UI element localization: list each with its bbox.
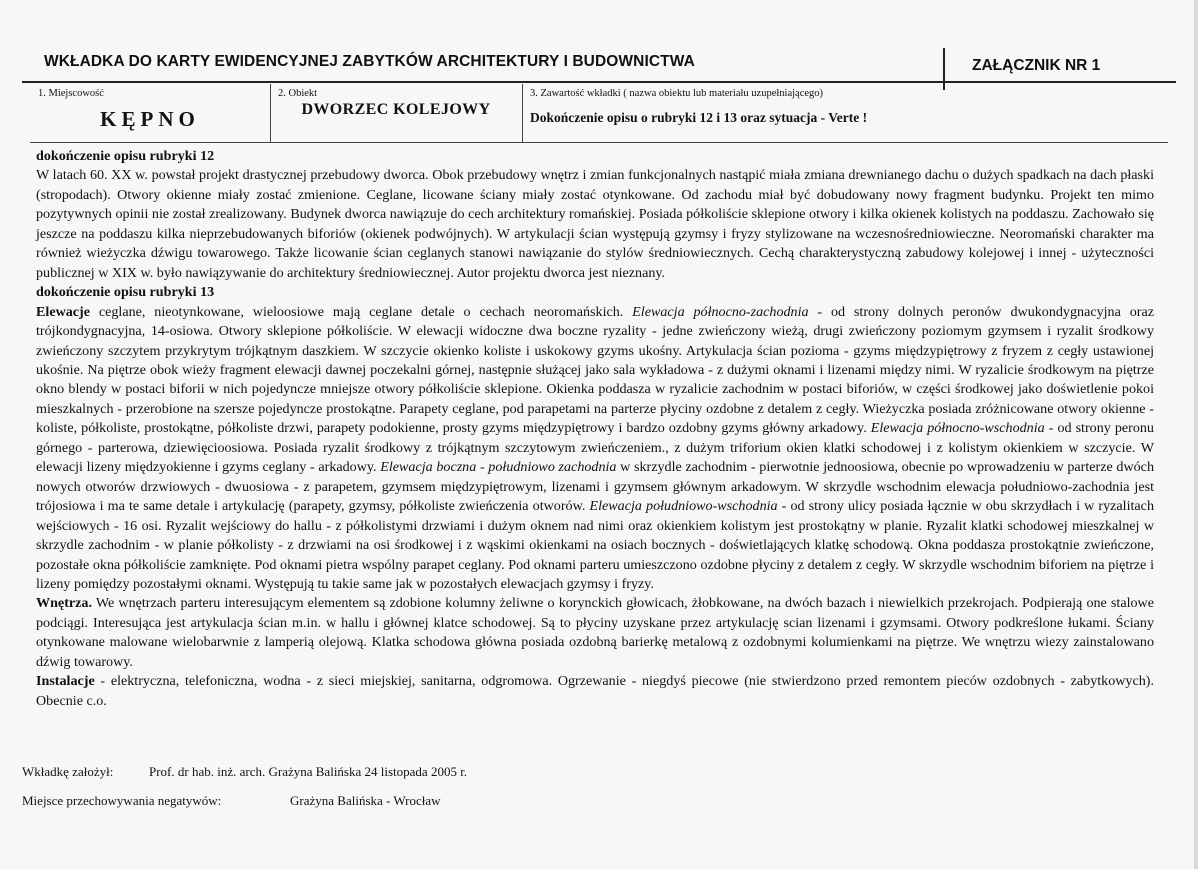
elevations-text-a: ceglane, nieotynkowane, wieloosiowe mają ceglane detale o cechach neoromańskich. bbox=[90, 303, 633, 320]
field-locality-label: 1. Miejscowość bbox=[38, 88, 104, 99]
elevations-text-j: - od strony ulicy posiada łącznie w obu skrzydłach i w ryzalitach wejściowych - 16 osi. Ryzalit wejściowy do hallu - z półkolistymi drzwiami i dużym oknem nad nimi oraz okienkiem kolistym jest prostokątny w planie. Ryzalit klatki schodowej mieszkalnej w skrzydle zachodnim - w planie półkolisty - z drzwiami na osi środkowej i z wąskimi okienkami na osiach bocznych - doświetlających klatkę schodową. Okna poddasza prostokątnie zwieńczone, pozostałe okna półkoliście zamknięte. Pod oknami pietra wspólny parapet ceglany. Pod oknami parteru umieszczono ozdobne płyciny z detalem z cegły. W skrzydle wschodnim biforiem na piętrze i lizeny pomiędzy pozostałymi oknami. Występują tu takie same jak w pozostałych elewacjach gzymsy i fryzy. bbox=[36, 498, 1154, 592]
footer-founded-value: Prof. dr hab. inż. arch. Grażyna Balińska 24 listopada 2005 r. bbox=[149, 764, 468, 779]
field-contents-label: 3. Zawartość wkładki ( nazwa obiektu lub materiału uzupełniającego) bbox=[530, 88, 824, 99]
card-title: WKŁADKA DO KARTY EWIDENCYJNEJ ZABYTKÓW ARCHITEKTURY I BUDOWNICTWA bbox=[44, 53, 695, 70]
elevations-lead: Elewacje bbox=[36, 303, 91, 320]
elevations-text-e: - od strony peronu górnego - parterowa, dziewięcioosiowa. Posiada ryzalit środkowy z trójkątnym szczytowym zwieńczeniem., z dużym triforium okien klatki schodowej i z kolistym okienkiem w szczycie. W elewacji lizeny międzyokienne i gzyms ceglany - arkadowy. bbox=[36, 420, 1154, 476]
footer-negatives-value: Grażyna Balińska - Wrocław bbox=[290, 793, 441, 808]
installations-lead: Instalacje bbox=[36, 673, 95, 690]
interiors-text: We wnętrzach parteru interesującym elementem są zdobione kolumny żeliwne o korynckich głowicach, żłobkowane, na dwóch bazach i niewielkich przekrojach. Podpierają one stalowe podciągi. Interesująca jest artykulacja ścian m.in. w hallu i głównej klatce schodowej. Są to płyciny uzyskane przez artykulację scian lizenami i gzymsami. Otwory podkreślone łukami. Ściany otynkowane malowane wielobarwnie z lamperią olejową. Klatka schodowa główna posiada ozdobną barierkę metalową z ozdobnymi kolumienkami na piętrze. We wnętrzu wiezy zainstalowano dźwig towarowy. bbox=[36, 595, 1154, 670]
field-object-label: 2. Obiekt bbox=[278, 88, 318, 99]
interiors-paragraph bbox=[36, 594, 1154, 672]
field-contents bbox=[522, 84, 1168, 143]
section-12-text: W latach 60. XX w. powstał projekt drastycznej przebudowy dworca. Obok przebudowy wnętrz i zmian funkcjonalnych nastąpić miała zmiana drewnianego dachu o dużych spadkach na dach płaski (stropodach). Otwory okienne miały zostać zmienione. Ceglane, licowane ściany miały zostać otynkowane. Od zachodu miał być dobudowany nowy fragment budynku. Projekt ten mimo pozytywnych opinii nie został zrealizowany. Budynek dworca nawiązuje do cech architektury romańskiej. Posiada półkoliście sklepione otwory i kilka okienek kolistych na poddaszu. Zachowało się jeszcze na poddaszu kilka nieprzebudowanych biforiów (okienek podwójnych). W artykulacji ścian występują gzymsy i fryzy stylizowane na wczesnośredniowieczne. Neoromański charakter ma również wieżyczka dźwigu towarowego. Także licowanie ścian ceglanych stanowi nawiązanie do stylów średniowiecznych. Cechą charakterystyczną zabudowy kolejowej i innej - użyteczności publicznej w XIX w. było nawiązywanie do architektury średniowiecznej. Autor projektu dworca jest nieznany. bbox=[36, 167, 1154, 281]
footer-negatives bbox=[22, 793, 441, 809]
elevation-sw-title: Elewacja boczna - południowo zachodnia bbox=[380, 459, 617, 476]
scan-edge bbox=[1194, 0, 1198, 869]
interiors-lead: Wnętrza. bbox=[36, 595, 92, 612]
description-body bbox=[36, 147, 1154, 711]
field-locality bbox=[30, 84, 271, 143]
footer-founded bbox=[22, 764, 468, 780]
field-locality-value: KĘPNO bbox=[100, 107, 200, 131]
installations-text: - elektryczna, telefoniczna, wodna - z sieci miejskiej, sanitarna, odgromowa. Ogrzewanie - niegdyś piecowe (nie stwierdzono przed remontem pieców ozdobnych - zabytkowych). Obecnie c.o. bbox=[36, 673, 1154, 709]
elevations-text-g: w skrzydle zachodnim - pierwotnie jednoosiowa, obecnie po wprowadzeniu w parterze dwóch nowych otworów drzwiowych - dwuosiowa - z parapetem, gzymsem międzypiętrowym, lizenami i gzymsem głównym arkadowym. W skrzydle wschodnim elewacja południowo-zachodnia jest trójosiowa i ma te same detale i artykulację (parapety, gzymsy, półkoliste zwieńczenia otworów. bbox=[36, 459, 1154, 515]
elevations-text-c: - od strony dolnych peronów dwukondygnacyjna oraz trójkondygnacyjna, 14-osiowa. Otwory sklepione półkoliście. W elewacji widoczne dwa boczne ryzality - jedne zwieńczony wieżą, drugi zwieńczony poziomym gzymsem i ryzalit środkowy zwieńczony szczytem przykrytym trójkątnym daszkiem. W szczycie okienko koliste i uskokowy gzyms ukośny. Artykulacja ścian pozioma - gzyms międzypiętrowy z fryzem z cegły ustawionej ukośnie. Na piętrze obok wieży fragment elewacji dawnej poczekalni górnej, następnie służącej jako sala wykładowa - z dużymi oknami i lizenami między nimi. W ryzalicie środkowym na piętrze okno blendy w postaci biforii w nich pojedyncze mniejsze otwory półkoliście sklepione. Okienka poddasza w ryzalicie zachodnim w postaci biforiów, w części środkowej jako doświetlenie pokoi mieszkalnych - przerobione na szersze pojedyncze prostokątne. Parapety ceglane, pod parapetami na parterze płyciny ozdobne z detalem z cegły. Wieżyczka posiada zróżnicowane otwory okienne - koliste, półkoliste, prostokątne, półkoliste drzwi, parapety podokienne, prosty gzyms międzypiętrowy i bardzo ozdobny gzyms główny arkadowy. bbox=[36, 303, 1154, 437]
elevations-paragraph bbox=[36, 303, 1154, 595]
annex-number: ZAŁĄCZNIK NR 1 bbox=[972, 57, 1101, 74]
section-12-heading: dokończenie opisu rubryki 12 bbox=[36, 148, 215, 164]
elevation-se-title: Elewacja południowo-wschodnia bbox=[589, 498, 778, 515]
footer-founded-label: Wkładkę założył: bbox=[22, 764, 114, 779]
field-contents-value: Dokończenie opisu o rubryki 12 i 13 oraz sytuacja - Verte ! bbox=[530, 110, 868, 125]
card-header bbox=[22, 43, 1176, 83]
section-13-heading: dokończenie opisu rubryki 13 bbox=[36, 284, 215, 301]
elevation-nw-title: Elewacja północno-zachodnia bbox=[632, 303, 809, 320]
elevation-ne-title: Elewacja północno-wschodnia bbox=[870, 420, 1045, 437]
footer-negatives-label: Miejsce przechowywania negatywów: bbox=[22, 793, 222, 808]
field-object-value: DWORZEC KOLEJOWY bbox=[301, 101, 491, 118]
installations-paragraph bbox=[36, 672, 1154, 711]
header-fields bbox=[30, 84, 1168, 144]
field-object bbox=[270, 84, 523, 143]
